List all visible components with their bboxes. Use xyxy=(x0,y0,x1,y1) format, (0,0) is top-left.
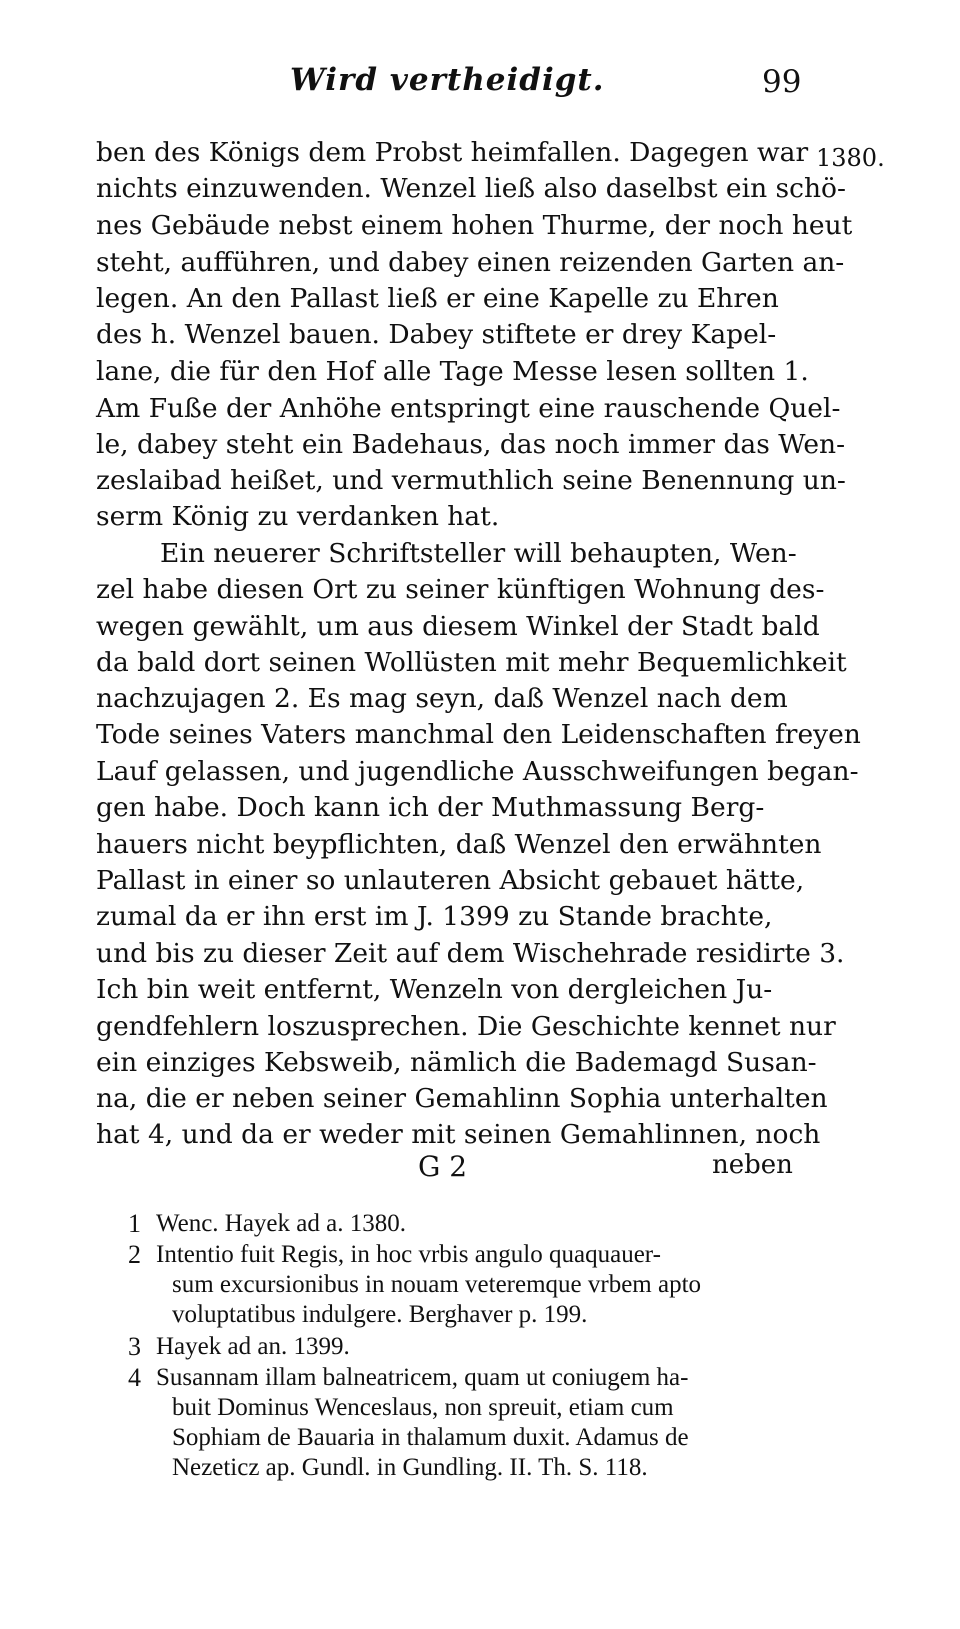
body-line: zeslaibad heißet, und vermuthlich seine Benennung un- xyxy=(96,465,846,496)
page-number: 99 xyxy=(762,64,802,100)
body-line: nichts einzuwenden. Wenzel ließ also daselbst ein schö- xyxy=(96,173,846,204)
body-line: zumal da er ihn erst im J. 1399 zu Stande brachte, xyxy=(96,901,773,932)
body-line: da bald dort seinen Wollüsten mit mehr Bequemlichkeit xyxy=(96,647,847,678)
body-line: ein einziges Kebsweib, nämlich die Bademagd Susan- xyxy=(96,1047,817,1078)
footnote-line: Nezeticz ap. Gundl. in Gundling. II. Th. S. 118. xyxy=(172,1454,648,1481)
catchword: neben xyxy=(712,1150,793,1180)
footnote-line: Hayek ad an. 1399. xyxy=(156,1333,350,1360)
body-line: gen habe. Doch kann ich der Muthmassung Berg- xyxy=(96,792,765,823)
body-line: nachzujagen 2. Es mag seyn, daß Wenzel nach dem xyxy=(96,683,788,714)
footnote-line: Intentio fuit Regis, in hoc vrbis angulo quaquauer- xyxy=(156,1241,661,1268)
body-line: steht, aufführen, und dabey einen reizenden Garten an- xyxy=(96,247,845,278)
footnote-line: Wenc. Hayek ad a. 1380. xyxy=(156,1210,406,1237)
footnote-number: 3 xyxy=(128,1332,141,1361)
body-line: Am Fuße der Anhöhe entspringt eine rauschende Quel- xyxy=(96,393,841,424)
body-line: Pallast in einer so unlauteren Absicht gebauet hätte, xyxy=(96,865,805,896)
running-title: Wird vertheidigt. xyxy=(290,62,605,98)
body-line: hat 4, und da er weder mit seinen Gemahlinnen, noch xyxy=(96,1119,821,1150)
body-line: Ich bin weit entfernt, Wenzeln von dergleichen Ju- xyxy=(96,974,773,1005)
body-line: und bis zu dieser Zeit auf dem Wischehrade residirte 3. xyxy=(96,938,845,969)
footnote-line: sum excursionibus in nouam veteremque vrbem apto xyxy=(172,1271,702,1298)
body-line: Lauf gelassen, und jugendliche Ausschweifungen began- xyxy=(96,756,859,787)
body-line: gendfehlern loszusprechen. Die Geschichte kennet nur xyxy=(96,1011,836,1042)
paragraph-first-line: Ein neuerer Schriftsteller will behaupten, Wen- xyxy=(160,538,797,569)
footnote-line: Sophiam de Bauaria in thalamum duxit. Adamus de xyxy=(172,1424,689,1451)
body-line: nes Gebäude nebst einem hohen Thurme, der noch heut xyxy=(96,210,853,241)
body-line: hauers nicht beypflichten, daß Wenzel den erwähnten xyxy=(96,829,822,860)
body-line: le, dabey steht ein Badehaus, das noch immer das Wen- xyxy=(96,429,846,460)
footnote-line: buit Dominus Wenceslaus, non spreuit, etiam cum xyxy=(172,1394,674,1421)
footnote-number: 1 xyxy=(128,1209,141,1238)
body-line: serm König zu verdanken hat. xyxy=(96,501,500,532)
margin-year: 1380. xyxy=(816,144,885,172)
body-line: na, die er neben seiner Gemahlinn Sophia unterhalten xyxy=(96,1083,828,1114)
body-line: des h. Wenzel bauen. Dabey stiftete er drey Kapel- xyxy=(96,319,777,350)
body-line: wegen gewählt, um aus diesem Winkel der Stadt bald xyxy=(96,611,820,642)
body-line: ben des Königs dem Probst heimfallen. Dagegen war xyxy=(96,137,809,168)
signature-mark: G 2 xyxy=(418,1150,468,1183)
footnote-line: voluptatibus indulgere. Berghaver p. 199. xyxy=(172,1301,588,1328)
footnote-line: Susannam illam balneatricem, quam ut coniugem ha- xyxy=(156,1364,689,1391)
body-line: legen. An den Pallast ließ er eine Kapelle zu Ehren xyxy=(96,283,779,314)
body-line: zel habe diesen Ort zu seiner künftigen Wohnung des- xyxy=(96,574,825,605)
body-line: lane, die für den Hof alle Tage Messe lesen sollten 1. xyxy=(96,356,809,387)
footnote-number: 4 xyxy=(128,1363,141,1392)
footnote-number: 2 xyxy=(128,1240,141,1269)
body-line: Tode seines Vaters manchmal den Leidenschaften freyen xyxy=(96,719,861,750)
